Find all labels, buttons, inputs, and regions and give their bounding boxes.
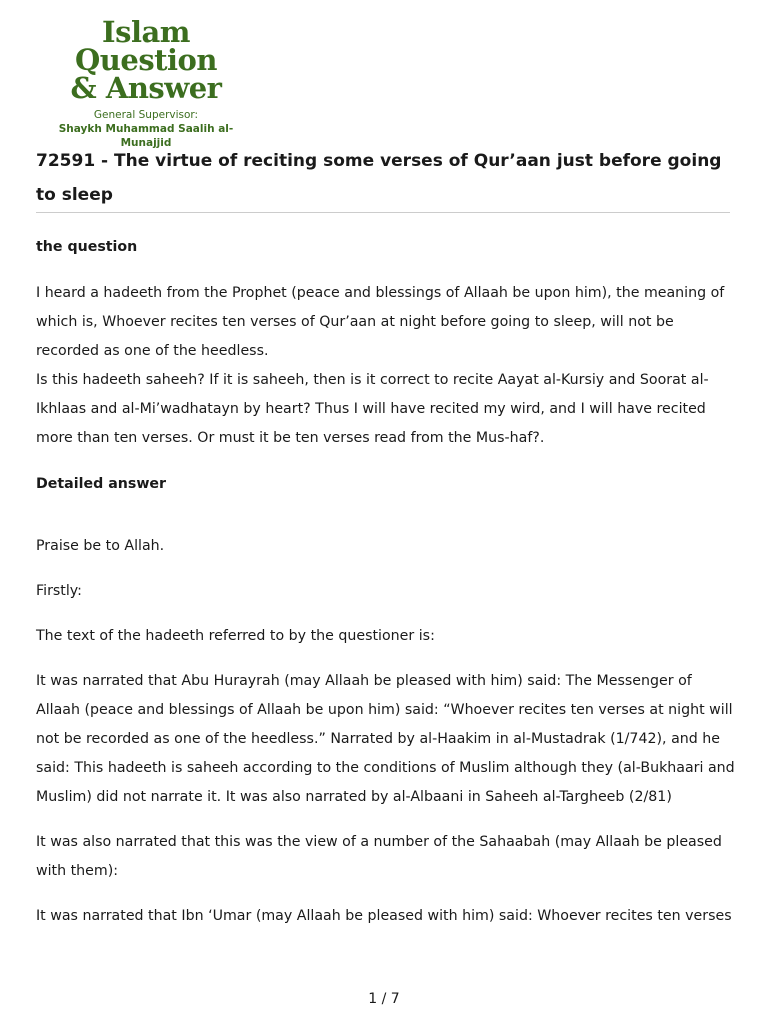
logo-supervisor-name: Shaykh Muhammad Saalih al-Munajjid	[58, 123, 234, 149]
answer-paragraph-4: It was narrated that Abu Hurayrah (may Allaah be pleased with him) said: The Messenger of Allaah (peace and blessings of Allaah be upon him) said: “Whoever recites ten verses at night will not be recorded as one of the heedless.” Narrated by al-Haakim in al-Mustadrak (1/742), and he said: This hadeeth is saheeh according to the conditions of Muslim although they (al-Bukhaari and Muslim) did not narrate it. It was also narrated by al-Albaani in Saheeh al-Targheeb (2/81)	[36, 673, 735, 805]
question-text-2: Is this hadeeth saheeh? If it is saheeh, then is it correct to recite Aayat al-Kursiy and Soorat al-Ikhlaas and al-Mi’wadhatayn by heart? Thus I will have recited my wird, and I will have recited more than ten verses. Or must it be ten verses read from the Mus-haf?.	[36, 372, 709, 446]
answer-paragraph-6: It was narrated that Ibn ‘Umar (may Allaah be pleased with him) said: Whoever recites ten verses	[36, 908, 732, 924]
title-divider	[36, 212, 730, 213]
answer-paragraph-1: Praise be to Allah.	[36, 538, 165, 554]
page-indicator: 1 / 7	[368, 991, 400, 1007]
site-logo[interactable]	[36, 15, 256, 150]
logo-supervisor-label: General Supervisor:	[93, 109, 199, 121]
answer-paragraph-2: Firstly:	[36, 583, 82, 599]
page-title: 72591 - The virtue of reciting some verses of Qur’aan just before going to sleep	[36, 151, 722, 205]
question-text-1: I heard a hadeeth from the Prophet (peace and blessings of Allaah be upon him), the meaning of which is, Whoever recites ten verses of Qur’aan at night before going to sleep, will not be recorded as one of the heedless.	[36, 285, 725, 359]
answer-paragraph-3: The text of the hadeeth referred to by the questioner is:	[36, 628, 435, 644]
article-body	[36, 233, 736, 931]
logo-title-line1: Islam Question	[75, 15, 217, 77]
logo-title-line2: & Answer	[70, 71, 222, 105]
answer-heading: Detailed answer	[36, 476, 167, 492]
question-heading: the question	[36, 239, 138, 255]
answer-paragraph-5: It was also narrated that this was the view of a number of the Sahaabah (may Allaah be pleased with them):	[36, 834, 722, 879]
